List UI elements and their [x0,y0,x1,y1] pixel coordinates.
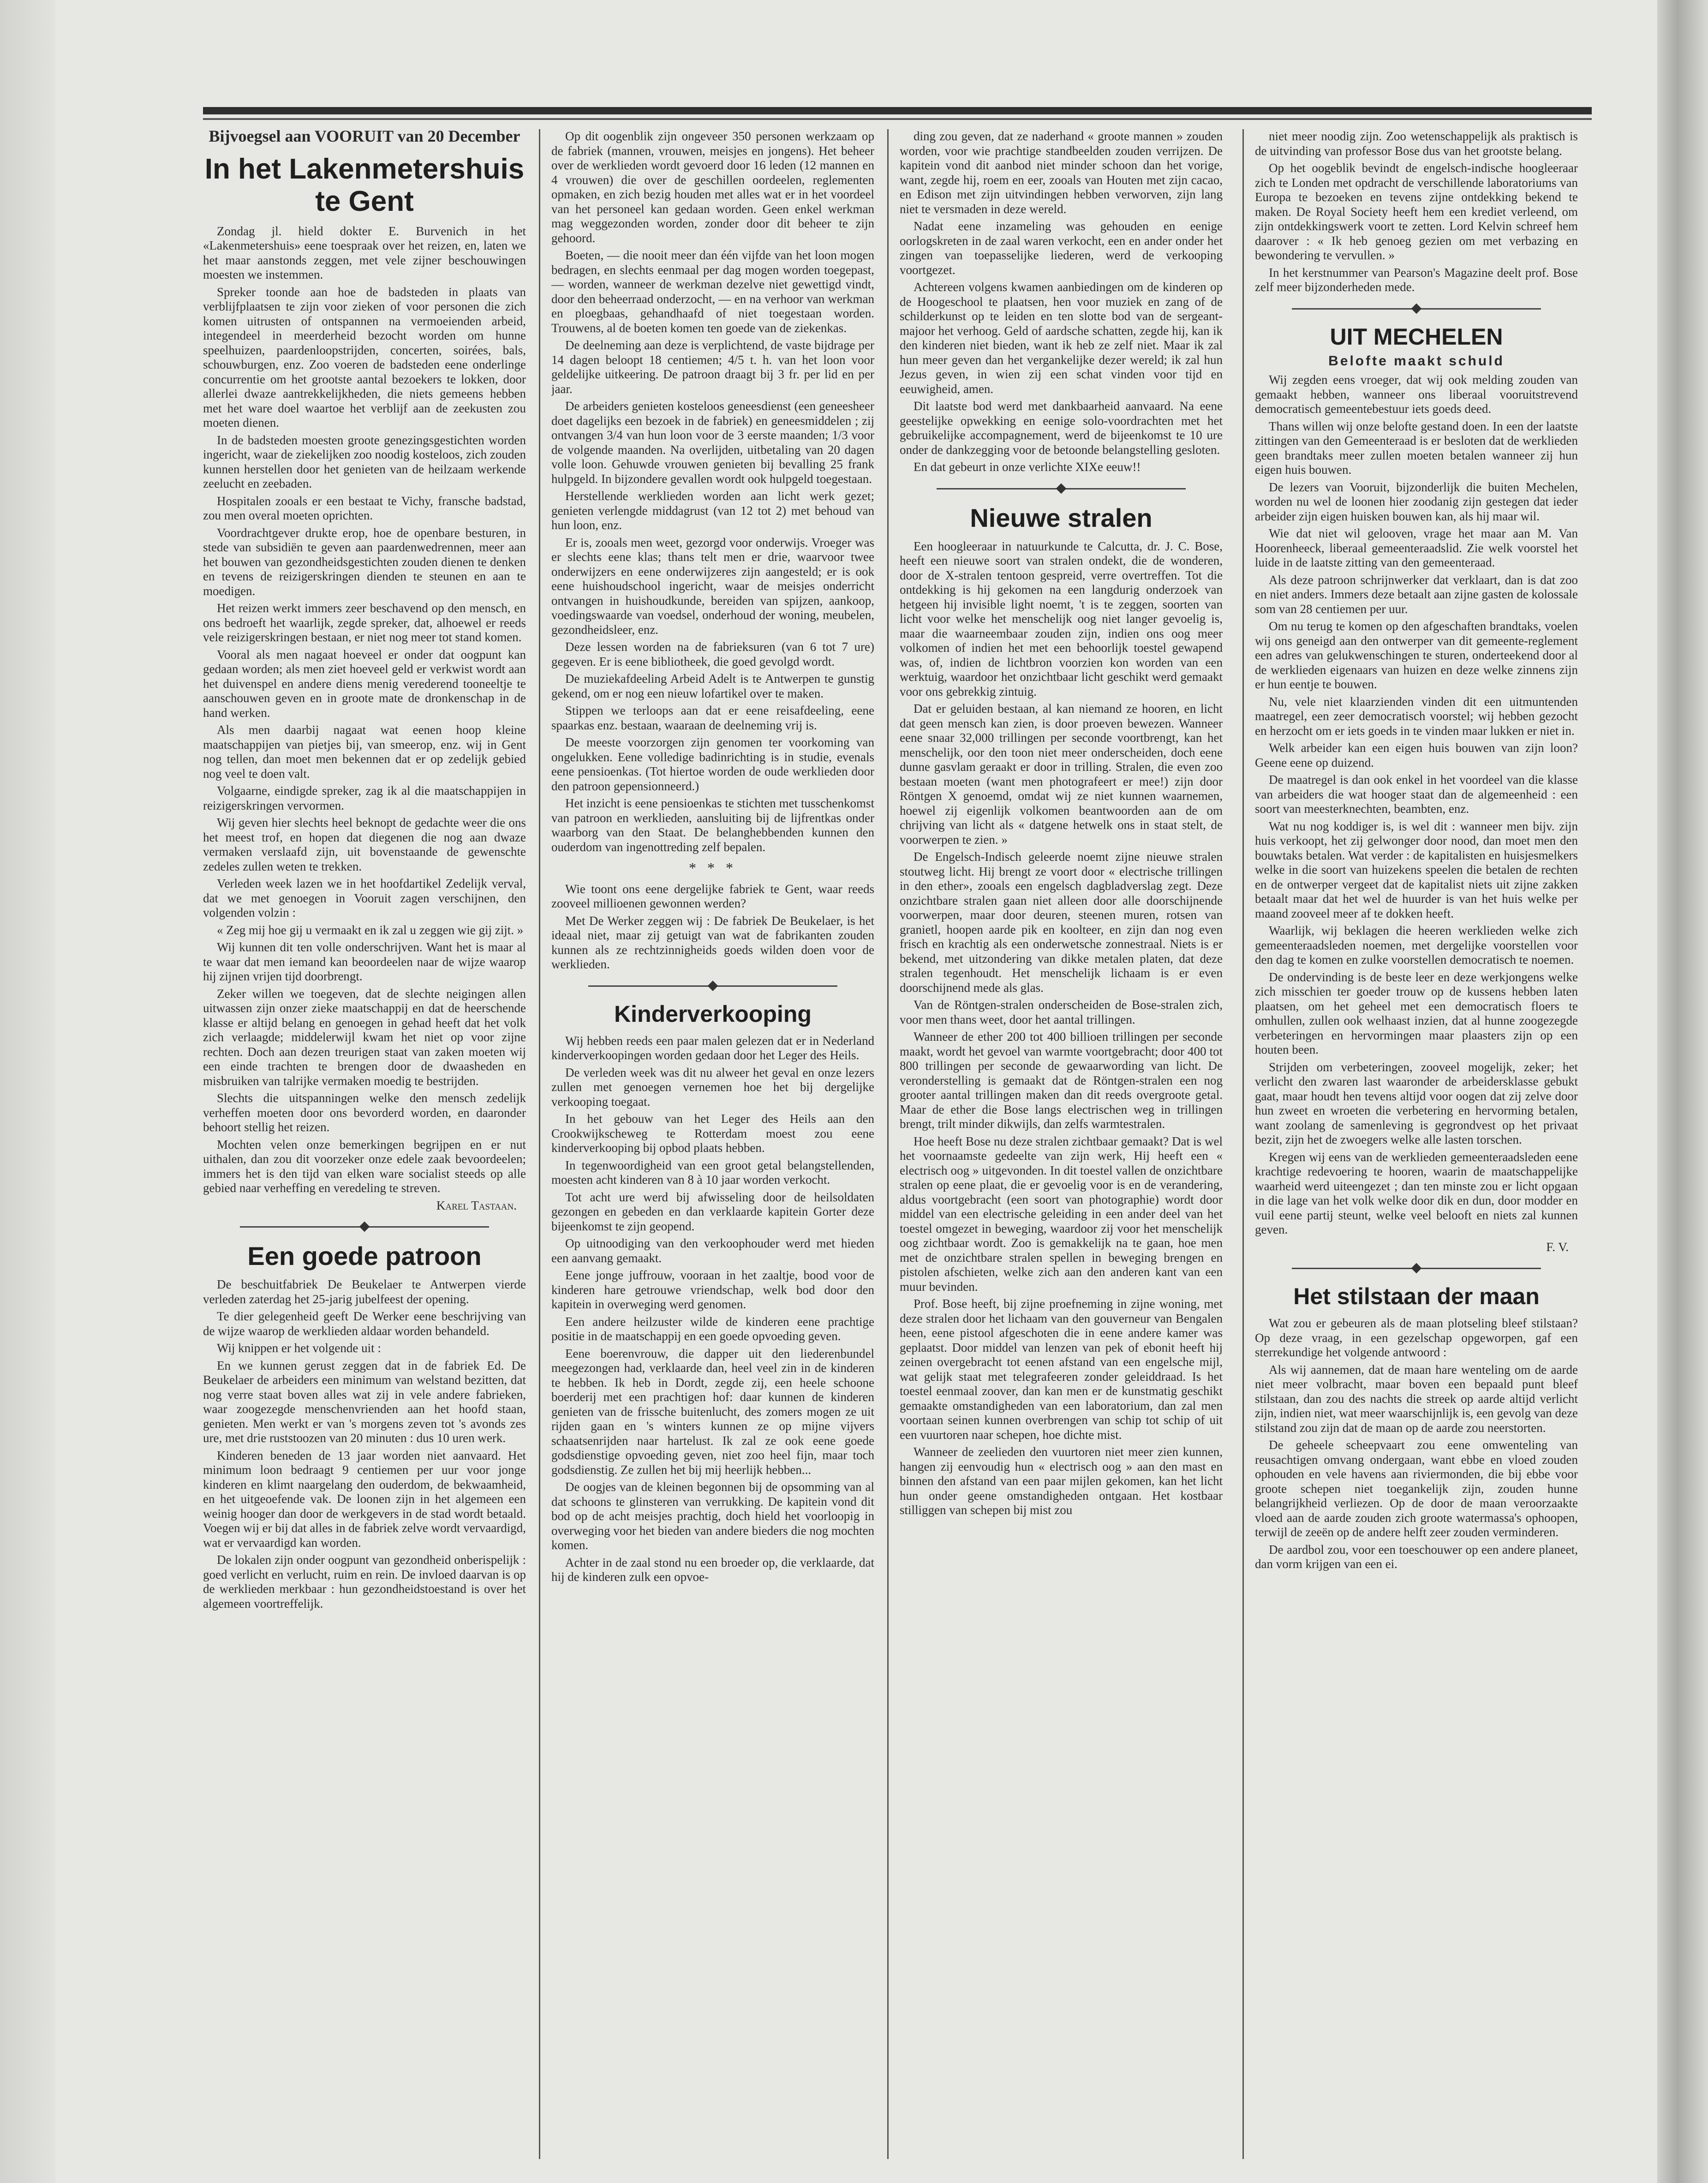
column-3 [900,129,1223,2159]
column-rule [1242,129,1244,2159]
article-paragraph: Tot acht ure werd bij afwisseling door de heilsoldaten gezongen en gebeden en dan verklaarde kapitein Gorter deze bijeenkomst te zijn geopend. [551,1190,874,1233]
article-paragraph: Zondag jl. hield dokter E. Burvenich in het «Lakenmetershuis» eene toespraak over het reizen, en, laten we het maar aanstonds zeggen, met vele zijner beschouwingen moesten we instemmen. [203,224,526,281]
article-paragraph: Welk arbeider kan een eigen huis bouwen van zijn loon? Geene eene op duizend. [1255,741,1578,769]
article-paragraph: Met De Werker zeggen wij : De fabriek De Beukelaer, is het ideaal niet, maar zij getuigt van wat de fabrikanten zouden kunnen als ze rechtzinnigheids goeds wilden doen voor de werklieden. [551,913,874,971]
asterism-separator: * * * [689,859,737,876]
article-paragraph: De beschuitfabriek De Beukelaer te Antwerpen vierde verleden zaterdag het 25-jarig jubelfeest der opening. [203,1277,526,1306]
article-paragraph: Wie toont ons eene dergelijke fabriek te Gent, waar reeds zooveel millioenen gewonnen werden? [551,882,874,910]
article-paragraph: Op het oogeblik bevindt de engelsch-indische hoogleeraar zich te Londen met opdracht de verschillende laboratoriums van Europa te bezoeken en tevens zijne ontdekking bekend te maken. De Royal Society heeft hem een krediet verleend, om zijn ontdekkingswerk voort te zetten. Lord Kelvin schreef hem daarover : « Ik heb genoeg gezien om met verbazing en bewondering te vervullen. » [1255,161,1578,262]
divider-ornament [1411,303,1422,314]
article-paragraph: ding zou geven, dat ze naderhand « groote mannen » zouden worden, voor wie prachtige standbeelden zouden verrijzen. De kapitein vond dit aanbod niet minder schoon dan het vorige, want, zegde hij, roem en eer, zooals van Houten met zijn cacao, en Edison met zijn uitvindingen hebben verworven, zijn lang niet te versmaden in deze wereld. [900,129,1223,216]
article-paragraph: Er is, zooals men weet, gezorgd voor onderwijs. Vroeger was er slechts eene klas; thans telt men er drie, waarvoor twee onderwijzers en eene onderwijzeres zijn aangesteld; er is ook eene huishoudschool ingericht, waar de meisjes onderricht ontvangen in huishoudkunde, bereiden van spijzen, aankoop, voedingswaarde van voedsel, onderhoud der woning, meubelen, gezondheidsleer, enz. [551,535,874,637]
article-paragraph: Stippen we terloops aan dat er eene reisafdeeling, eene spaarkas enz. bestaan, waaraan de deelneming vrij is. [551,704,874,732]
article-paragraph: Eene jonge juffrouw, vooraan in het zaaltje, bood voor de kinderen hare getrouwe vriendschap, welk bod door den kapitein in overweging werd genomen. [551,1268,874,1311]
article-paragraph: De Engelsch-Indisch geleerde noemt zijne nieuwe stralen stoutweg licht. Hij brengt ze voort door « electrische trillingen in den ether», zooals een engelsch dagbladverslag zegt. Deze onzichtbare stralen gaan niet alleen door alle doorschijnende voorwerpen, maar door deuren, steenen muren, rotsen van granietl, hoopen aarde pik en koolteer, en zijn dan nog even frisch en krachtig als een onderwetsche zonnestraal. Niets is er bekend, met uitzondering van dikke metalen platen, dat deze stralen tegenhoudt. Het menschelijk lichaam is er even doorschijnend mede als glas. [900,850,1223,995]
article-paragraph: Het inzicht is eene pensioenkas te stichten met tusschenkomst van patroon en werklieden, aansluiting bij de lijfrentkas onder waarborg van den Staat. De belanghebbenden kunnen den ouderdom van ingenottreding zelf bepalen. [551,796,874,854]
article-headline: Een goede patroon [247,1241,482,1270]
article-paragraph: De ondervinding is de beste leer en deze werkjongens welke zich misschien ter goeder trouw op de kussens hebben laten plaatsen, om het geheel met een democratisch floers te omhullen, zullen ook welhaast inzien, dat al hunne zoogezegde verbeteringen en hervormingen maar plaasters zijn op een houten been. [1255,970,1578,1056]
divider-ornament [708,980,718,991]
article-paragraph: Boeten, — die nooit meer dan één vijfde van het loon mogen bedragen, en slechts eenmaal per dag mogen worden toegepast, — worden, wanneer de werkman dezelve niet gewettigd vindt, door den beheerraad onderzocht, — en na verhoor van werkman en ploegbaas, gehandhaafd of niet toegestaan worden. Trouwens, al de boeten komen ten goede van de ziekenkas. [551,248,874,335]
article-paragraph: Wie dat niet wil gelooven, vrage het maar aan M. Van Hoorenheeck, liberaal gemeenteraadslid. Zie welk voorstel het luide in de laatste zitting van den gemeenteraad. [1255,526,1578,569]
article-paragraph: Kregen wij eens van de werklieden gemeenteraadsleden eene krachtige redevoering te hooren, waarin de maatschappelijke waarheid werd uiteengezet ; dan ten minste zou er licht opgaan in die lage van het volk welke door dik en dun, door modder en vuil eene partij steunt, welke veel belooft en niets zal kunnen geven. [1255,1150,1578,1236]
article-paragraph: De deelneming aan deze is verplichtend, de vaste bijdrage per 14 dagen beloopt 18 centiemen; 4/5 t. h. van het loon voor geldelijke uitkeering. De patroon draagt bij 3 fr. per lid en per jaar. [551,338,874,396]
article-paragraph: De muziekafdeeling Arbeid Adelt is te Antwerpen te gunstig gekend, om er nog een nieuw lofartikel over te maken. [551,672,874,700]
section-divider [1292,1263,1541,1274]
article-paragraph: De lezers van Vooruit, bijzonderlijk die buiten Mechelen, worden nu wel de loonen hier zoodanig zijn gestegen dat ieder arbeider zijn eigen huisken bouwen kan, als hij maar wil. [1255,480,1578,523]
article-paragraph: De arbeiders genieten kosteloos geneesdienst (een geneesheer doet dagelijks een bezoek in de fabriek) en geneesmiddelen ; zij ontvangen 3/4 van hun loon voor de 3 eerste maanden; 1/3 voor de volgende maanden. Na overlijden, uitbetaling van 20 dagen volle loon. Gehuwde vrouwen genieten bij bevalling 25 frank hulpgeld. In bijzondere gevallen wordt ook hulpgeld toegestaan. [551,399,874,486]
article-paragraph: Volgaarne, eindigde spreker, zag ik al die maatschappijen in reizigerskringen vervormen. [203,784,526,812]
article-paragraph: Prof. Bose heeft, bij zijne proefneming in zijne woning, met deze stralen door het lichaam van den gouverneur van Bengalen heen, eene pistool afgeschoten die in eene andere kamer was geplaatst. Door middel van lenzen van pek of ebonit heeft hij zeinen overgebracht tot eenen afstand van een engelsche mijl, wat gelijk staat met telegrafeeren zonder geleiddraad. Is het toestel eenmaal zoover, dan kan men er de kunstmatig geschikt gemaakte omstandigheden van een laboratorium, dan zal men voortaan seinen kunnen overbrengen van schip tot schip of uit een vuurtoren naar schepen, hoe dichte mist. [900,1297,1223,1442]
article-paragraph: Dat er geluiden bestaan, al kan niemand ze hooren, en licht dat geen mensch kan zien, is door proeven bewezen. Wanneer eene snaar 32,000 trillingen per seconde voortbrengt, kan het menschelijk, oor den toon niet meer onderscheiden, doch eene dunne gasvlam geraakt er door in trilling. Stralen, die even zoo bestaan moeten (want men photografeert er mee!) zijn door Röntgen X genoemd, omdat wij ze niet kunnen waarnemen, hoewel zij eigenlijk volkomen beantwoorden aan de om chrijving van licht als « datgene hetwelk ons in staat stelt, de voorwerpen te zien. » [900,702,1223,847]
article-paragraph: Slechts die uitspanningen welke den mensch zedelijk verheffen moeten door ons bevorderd worden, en daaronder behoort stellig het reizen. [203,1091,526,1134]
article-paragraph: Wij knippen er het volgende uit : [217,1341,381,1355]
top-rule [203,107,1592,114]
article-paragraph: Wij hebben reeds een paar malen gelezen dat er in Nederland kinderverkoopingen worden gedaan door het Leger des Heils. [551,1033,874,1062]
article-paragraph: De maatregel is dan ook enkel in het voordeel van die klasse van arbeiders die wat hooger staat dan de algemeenheid : een soort van meesterknechten, beambten, enz. [1255,773,1578,816]
column-rule [539,129,540,2159]
article-paragraph: Wanneer de zeelieden den vuurtoren niet meer zien kunnen, hangen zij eenvoudig hun « electrisch oog » aan den mast en binnen den afstand van een paar mijlen gekomen, kan het licht hun onder geene omstandigheden ontgaan. Het kostbaar stilliggen van schepen bij mist zou [900,1445,1223,1517]
article-headline: In het Lakenmetershuis te Gent [204,153,525,217]
page-gutter [0,0,55,2183]
article-paragraph: Voordrachtgever drukte erop, hoe de openbare besturen, in stede van subsidiën te geven aan paardenwedrennen, meer aan het bouwen van gezondheidsgestichten zouden dienen te denken en tevens de reizigerskringen dienden te steunen en aan te moedigen. [203,525,526,598]
article-paragraph: Als wij aannemen, dat de maan hare wenteling om de aarde niet meer volbracht, maar boven een bepaald punt bleef stilstaan, dan zou des nachts die streek op aarde altijd verlicht zijn, indien niet, wat meer waarschijnlijk is, een gevolg van deze stilstand zou zijn dat de maan op de aarde zou neerstorten. [1255,1362,1578,1435]
article-paragraph: In de badsteden moesten groote genezingsgestichten worden ingericht, waar de ziekelijken zoo noodig kosteloos, zich zouden kunnen herstellen door het genieten van de heilzaam werkende zeelucht en zeebaden. [203,433,526,490]
article-paragraph: Hoe heeft Bose nu deze stralen zichtbaar gemaakt? Dat is wel het voornaamste gedeelte van zijn werk, Hij heeft een « electrisch oog » uitgevonden. In dit toestel vallen de onzichtbare stralen op eene plaat, die er gevoelig voor is en de verandering, aldus voortgebracht (een soort van photographie) wordt door middel van een electrische geleiding in een ander deel van het toestel omgezet in beweging, waardoor zij voor het menschelijk oog zichtbaar wordt. Zoo is gemakkelijk na te gaan, hoe men met de onzichtbare stralen spellen in beweging brengen en pistolen afschieten, welke zich aan den anderen kant van een muur bevinden. [900,1134,1223,1294]
article-headline: UIT MECHELEN [1330,323,1503,350]
article-paragraph: Nadat eene inzameling was gehouden en eenige oorlogskreten in de zaal waren verkocht, een en ander onder het zingen van toepasselijke liederen, werd de verkooping voortgezet. [900,219,1223,277]
section-divider [240,1221,489,1232]
article-paragraph: In het gebouw van het Leger des Heils aan den Crookwijkscheweg te Rotterdam moest zou eene kinderverkooping bij opbod plaats hebben. [551,1112,874,1155]
article-paragraph: Het reizen werkt immers zeer beschavend op den mensch, en ons bedroeft het waarlijk, zegde spreker, dat, alhoewel er reeds vele reizigerskringen bestaan, er niet nog meer tot stand komen. [203,601,526,644]
divider-ornament [1411,1263,1422,1274]
section-divider [588,980,837,991]
article-headline: Nieuwe stralen [970,503,1153,532]
article-paragraph: Waarlijk, wij beklagen die heeren werklieden welke zich gemeenteraadsleden noemen, met dergelijke voorstellen voor den dag te komen en zulke voorstellen democratisch te noemen. [1255,924,1578,966]
article-paragraph: En we kunnen gerust zeggen dat in de fabriek Ed. De Beukelaer de arbeiders een minimum van welstand bezitten, dat nog verre staat boven alles wat zij in vele andere fabrieken, waar zoogezegde menschenvrienden aan het hoofd staan, genieten. Men werkt er van 's morgens zeven tot 's avonds zes ure, met drie ruststoozen van 20 minuten : dus 10 uren werk. [203,1358,526,1445]
divider-ornament [1056,483,1067,494]
top-rule-thin [203,118,1592,120]
article-paragraph: Achter in de zaal stond nu een broeder op, die verklaarde, dat hij de kinderen zulk een opvoe- [551,1555,874,1584]
section-divider [937,483,1186,494]
article-paragraph: Wanneer de ether 200 tot 400 billioen trillingen per seconde maakt, wordt het gevoel van warmte voortgebracht; door 400 tot 800 trillingen per seconde de gewaarwording van licht. De veronderstelling is gemaakt dat de Röntgen-stralen een nog grooter aantal trillingen maken dan dit reeds overgroote getal. Maar de ether die Bose langs electrischen weg in trillingen brengt, trilt minder dikwijls, dan zelfs warmtestralen. [900,1030,1223,1131]
article-paragraph: Een hoogleeraar in natuurkunde te Calcutta, dr. J. C. Bose, heeft een nieuwe soort van stralen ondekt, die de wonderen, door de X-stralen tentoon gespreid, verre overtreffen. Tot die ontdekking is hij gekomen na een langdurig onderzoek van hetgeen hij invisible light noemt, 't is te zeggen, soorten van licht voor welke het menschelijk oog niet langer gevoelig is, maar die waarneembaar zouden zijn, indien ons oog meer volkomen of indien het met een behoorlijk toestel gewapend was, of, indien de lichtbron voorzien kon worden van een werktuig, waardoor het onzichtbaar licht geschikt werd gemaakt voor ons gebrekkig zintuig. [900,539,1223,698]
article-paragraph: Wij geven hier slechts heel beknopt de gedachte weer die ons het meest trof, en hopen dat diegenen die nog aan dwaze vermaken verslaafd zijn, uit bovenstaande de gewenschte zedeles zullen weten te trekken. [203,816,526,873]
article-paragraph: Op dit oogenblik zijn ongeveer 350 personen werkzaam op de fabriek (mannen, vrouwen, meisjes en jongens). Het beheer over de werklieden wordt gevoerd door 16 leden (12 mannen en 4 vrouwen) die over de geschillen oordeelen, reglementen opmaken, en zich bezig houden met alles wat er in het voordeel van het personeel kan gedaan worden. Geen enkel werkman mag weggezonden worden, zonder door dit beheer te zijn gehoord. [551,129,874,245]
article-headline: Het stilstaan der maan [1293,1283,1540,1309]
article-signature: Karel Tastaan. [436,1198,517,1212]
column-1 [203,129,526,2159]
article-paragraph: Nu, vele niet klaarzienden vinden dit een uitmuntenden maatregel, een zeer democratisch voorstel; wij hebben gezocht en herzocht om er iets goeds in te vinden maar lukken er niet in. [1255,694,1578,738]
column-2 [551,129,874,2159]
column-4 [1255,129,1578,2159]
article-paragraph: Van de Röntgen-stralen onderscheiden de Bose-stralen zich, voor men thans weet, door het aantal trillingen. [900,998,1223,1026]
article-subheadline: Belofte maakt schuld [1328,353,1505,369]
article-paragraph: Als deze patroon schrijnwerker dat verklaart, dan is dat zoo en niet anders. Immers deze betaalt aan zijne gasten de kolossale som van 28 centiemen per uur. [1255,573,1578,616]
article-paragraph: Mochten velen onze bemerkingen begrijpen en er nut uithalen, dan zou dit voorzeker onze edele zaak bevoordeelen; immers het is den tijd van elken ware socialist steeds op alle gebied naar verheffing en veredeling te streven. [203,1137,526,1195]
section-divider [1292,303,1541,314]
article-paragraph: Vooral als men nagaat hoeveel er onder dat oogpunt kan gedaan worden; als men ziet hoeveel geld er verkwist wordt aan het duivenspel en andere diens menig verederend tooneeltje te aanschouwen geven en in groote mate de dronkenschap in de hand werken. [203,647,526,720]
article-paragraph: Spreker toonde aan hoe de badsteden in plaats van verblijfplaatsen te zijn voor zieken of voor personen die zich komen uitrusten of ontspannen na vermoeienden arbeid, integendeel in meerderheid bezocht worden om hunne speelhuizen, paardenloopstrijden, concerten, soirées, bals, schouwburgen, enz. Zoo voeren de badsteden eene onderlinge concurrentie om het grootste aantal bezoekers te lokken, door allerlei dwaze aantrekkelijkheden, die niets gemeens hebben met het ware doel waartoe het verblijf aan de zeekusten zou moeten dienen. [203,285,526,429]
article-paragraph: Wat nu nog koddiger is, is wel dit : wanneer men bijv. zijn huis verkoopt, het zij gelwonger door nood, dan moet men den bouwtaks betalen. Wat verder : de kapitalisten en huisjesmelkers welke in die soort van huizekens speelen die betalen de rechten en de ontwerper vergeet dat de kapitalist niets uit zijne zakken betaalt maar dat het wel de huurder is van het huis welke per maand zooveel meer af te dokken heeft. [1255,819,1578,920]
article-paragraph: De oogjes van de kleinen begonnen bij de opsomming van al dat schoons te glinsteren van verrukking. De kapitein vond dit bod op de acht meisjes prachtig, doch hield het voorloopig in overweging voor het bieden van andere bieders die nog mochten komen. [551,1480,874,1552]
article-paragraph: Te dier gelegenheid geeft De Werker eene beschrijving van de wijze waarop de werklieden aldaar worden behandeld. [203,1309,526,1338]
article-paragraph: In het kerstnummer van Pearson's Magazine deelt prof. Bose zelf meer bijzonderheden mede. [1255,265,1578,294]
article-paragraph: niet meer noodig zijn. Zoo wetenschappelijk als praktisch is de uitvinding van professor Bose dus van het grootste belang. [1255,129,1578,158]
article-paragraph: Als men daarbij nagaat wat eenen hoop kleine maatschappijen van pietjes bij, van smeerop, enz. wij in Gent nog tellen, dan moet men bekennen dat er op zedelijk gebied nog veel te doen valt. [203,723,526,781]
article-paragraph: De geheele scheepvaart zou eene omwenteling van reusachtigen omvang ondergaan, want ebbe en vloed zouden ophouden en vele havens aan riviermonden, die bij ebbe voor groote schepen niet toegankelijk zijn, zouden hunne belangrijkheid verliezen. Op de door de maan veroorzaakte vloed aan de aarde zouden zich groote watermassa's ophoopen, terwijl de zeeën op de andere helft zeer zouden verminderen. [1255,1438,1578,1539]
article-paragraph: De verleden week was dit nu alweer het geval en onze lezers zullen met genoegen vernemen hoe het bij dergelijke verkooping toegaat. [551,1065,874,1109]
article-paragraph: Een andere heilzuster wilde de kinderen eene prachtige positie in de maatschappij en een goede opvoeding geven. [551,1314,874,1343]
article-paragraph: Achtereen volgens kwamen aanbiedingen om de kinderen op de Hoogeschool te plaatsen, hen voor muziek en zang of de schilderkunst op te leiden en ten slotte bod van de sergeant-majoor het verhoog. Geld of aardsche schatten, zegde hij, kan ik den kinderen niet bieden, want ik heb ze zelf niet. Maar ik zal hun meer geven dan het vergankelijke dezer wereld; ik zal hun Jezus geven, in wien zij een schat vinden voor tijd en eeuwigheid, amen. [900,280,1223,396]
article-paragraph: Wij zegden eens vroeger, dat wij ook melding zouden van gemaakt hebben, wanneer ons liberaal vooruitstrevend democratisch gemeentebestuur iets goeds deed. [1255,373,1578,416]
article-paragraph: En dat gebeurt in onze verlichte XIXe eeuw!! [914,460,1141,474]
article-paragraph: Wat zou er gebeuren als de maan plotseling bleef stilstaan? Op deze vraag, in een gezelschap opgeworpen, gaf een sterrekundige het volgende antwoord : [1255,1316,1578,1359]
article-paragraph: Herstellende werklieden worden aan licht werk gezet; genieten verlengde middagrust (van 12 tot 2) met behoud van hun loon, enz. [551,489,874,532]
article-paragraph: De meeste voorzorgen zijn genomen ter voorkoming van ongelukken. Eene volledige badinrichting is in studie, evenals eene pensioenkas. (Tot hiertoe worden de oude werklieden door den patroon gepensionneerd.) [551,735,874,793]
article-paragraph: De aardbol zou, voor een toeschouwer op een andere planeet, dan vorm krijgen van een ei. [1255,1542,1578,1571]
article-paragraph: De lokalen zijn onder oogpunt van gezondheid onberispelijk : goed verlicht en verlucht, ruim en rein. De invloed daarvan is op de werklieden merkbaar : hun gezondheidstoestand is over het algemeen voortreffelijk. [203,1553,526,1610]
article-paragraph: Eene boerenvrouw, die dapper uit den liederenbundel meegezongen had, verklaarde dan, heel veel zin in de kinderen te hebben. Ik heb in Dordt, zegde zij, een heele schoone boerderij met een prachtigen hof: daar kunnen de kinderen genieten van de frissche buitenlucht, des zomers mogen ze uit rijden gaan en 's winters kunnen ze op mijne vijvers schaatsenrijden naar hartelust. Ik zal ze ook eene goede godsdienstige opvoeding geven, niet zoo heel fijn, maar toch godsdienstig. Ze zullen het bij mij heerlijk hebben... [551,1346,874,1477]
supplement-line: Bijvoegsel aan VOORUIT van 20 December [209,129,520,145]
article-paragraph: Op uitnoodiging van den verkoophouder werd met hieden een aanvang gemaakt. [551,1236,874,1265]
article-paragraph: Thans willen wij onze belofte gestand doen. In een der laatste zittingen van den Gemeenteraad is er besloten dat de werklieden geen brandtaks meer zullen moeten betalen wanneer zij hun eigen huis bouwen. [1255,419,1578,477]
article-paragraph: Deze lessen worden na de fabrieksuren (van 6 tot 7 ure) gegeven. Er is eene bibliotheek, die goed gevolgd wordt. [551,640,874,668]
article-paragraph: Om nu terug te komen op den afgeschaften brandtaks, voelen wij ons geneigd aan den ontwerper van dit gemeente-reglement een adres van gelukwenschingen te sturen, onderteekend door al de werklieden eigenaars van huizen en deze welke zinnens zijn er hun eentje te bouwen. [1255,619,1578,691]
article-paragraph: In tegenwoordigheid van een groot getal belangstellenden, moesten acht kinderen van 8 à 10 jaar worden verkocht. [551,1158,874,1187]
article-signature: F. V. [1546,1240,1569,1254]
column-rule [887,129,889,2159]
article-paragraph: Hospitalen zooals er een bestaat te Vichy, fransche badstad, zou men overal moeten oprichten. [203,494,526,522]
article-headline: Kinderverkooping [614,1001,812,1027]
article-paragraph: « Zeg mij hoe gij u vermaakt en ik zal u zeggen wie gij zijt. » [217,923,524,937]
article-paragraph: Strijden om verbeteringen, zooveel mogelijk, zeker; het verlicht den zwaren last waaronder de arbeidersklasse gebukt gaat, maar houdt hen tevens altijd voor oogen dat zij zelve door hun zweet en wroeten die verbetering en hervorming betalen, want zoolang de samenleving is gegrondvest op het privaat bezit, zijn het de zwoegers welke alle lasten torschen. [1255,1060,1578,1146]
article-paragraph: Zeker willen we toegeven, dat de slechte neigingen allen uitwassen zijn onzer zieke maatschappij en dat de heerschende klasse er altijd belang en genoegen in gehad heeft dat het volk zich verlaagde; middelerwijl kwam het niet op voor zijne rechten. Doch aan dezen treurigen staat van zaken moeten wij een einde trachten te brengen door de dwaasheden en misbruiken van talrijke vermaken moedig te bestrijden. [203,986,526,1088]
article-paragraph: Kinderen beneden de 13 jaar worden niet aanvaard. Het minimum loon bedraagt 9 centiemen per uur voor jonge kinderen en klimt naargelang den ouderdom, de bekwaamheid, en het uitgeoefende vak. De loonen zijn in het algemeen een weinig hooger dan door de werkgevers in de stad wordt betaald. Voegen wij er bij dat alles in de fabriek zelve wordt vervaardigd, wat er vervaardigd kan worden. [203,1448,526,1550]
article-paragraph: Verleden week lazen we in het hoofdartikel Zedelijk verval, dat we met genoegen in Vooruit zagen verschijnen, den volgenden volzin : [203,877,526,919]
article-paragraph: Wij kunnen dit ten volle onderschrijven. Want het is maar al te waar dat men iemand kan beoordeelen naar de wijze waarop hij zijnen vrijen tijd doorbrengt. [203,940,526,983]
divider-ornament [359,1222,370,1232]
article-paragraph: Dit laatste bod werd met dankbaarheid aanvaard. Na eene geestelijke opwekking en eenige solo-voordrachten met het gebruikelijke accompagnement, werd de bijeenkomst te 10 ure onder de dankzegging voor de betoonde belangstelling gesloten. [900,399,1223,457]
page-edge [1657,0,1708,2183]
